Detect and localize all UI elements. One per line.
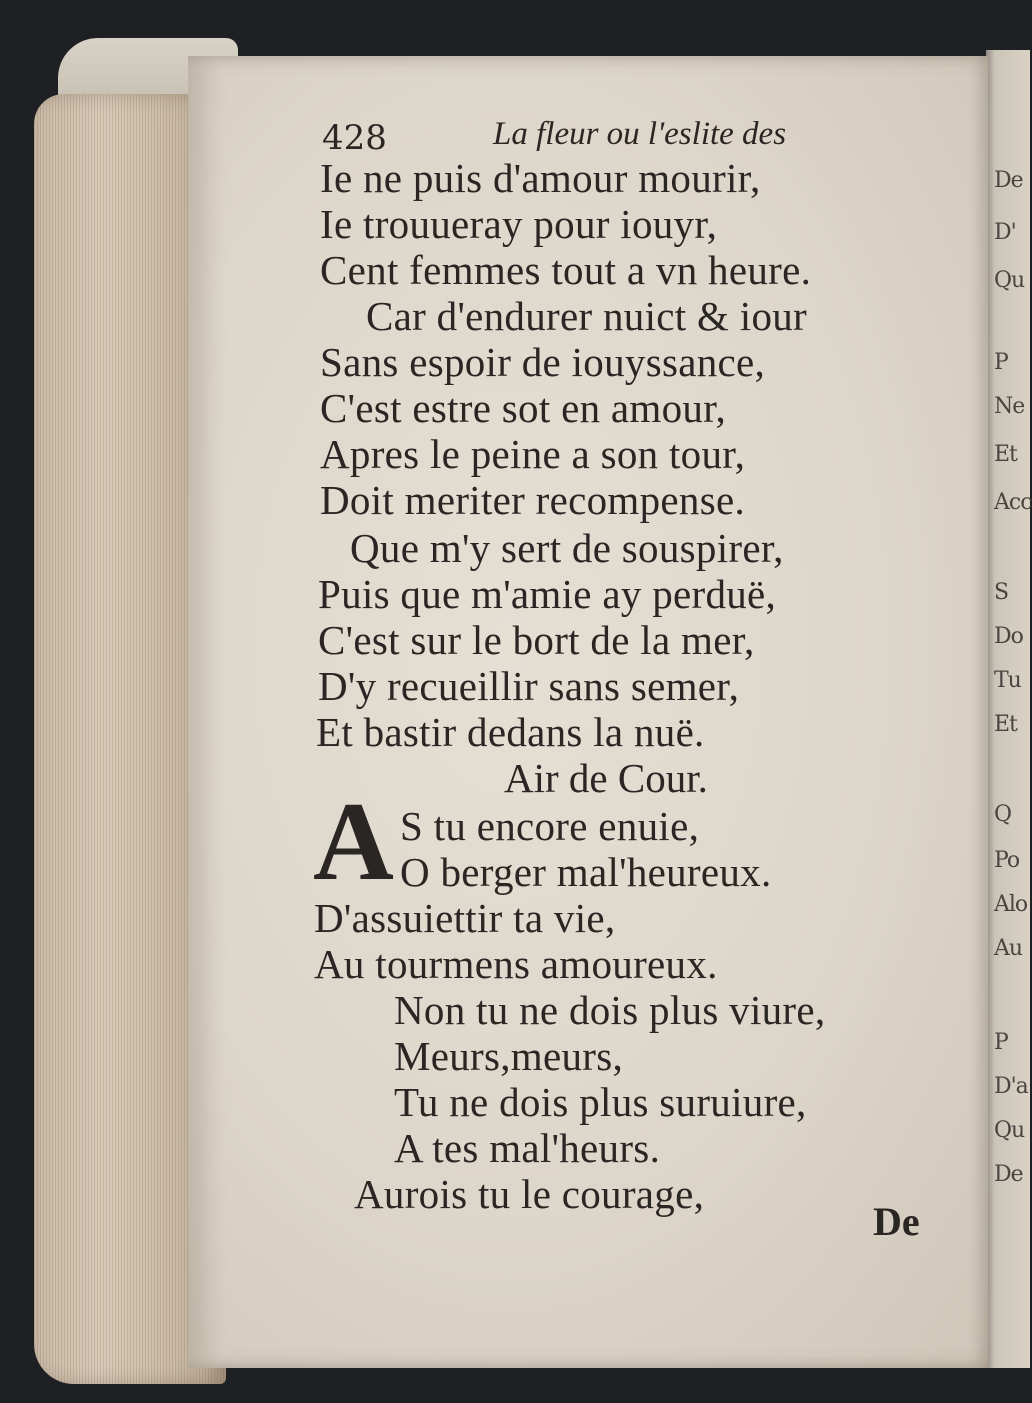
verse-line: Meurs,meurs, xyxy=(394,1033,624,1079)
verse-line: Car d'endurer nuict & iour xyxy=(366,293,808,339)
verse-line: C'est sur le bort de la mer, xyxy=(318,617,755,663)
facing-fragment: De xyxy=(994,1162,1023,1187)
facing-fragment: Ne xyxy=(994,394,1025,419)
verse-line: Apres le peine a son tour, xyxy=(320,431,746,477)
facing-fragment: Q xyxy=(994,802,1012,827)
facing-fragment: D'a xyxy=(994,1074,1028,1099)
facing-fragment: P xyxy=(994,350,1008,375)
verse-line: Sans espoir de iouyssance, xyxy=(320,339,766,385)
verse-line: Aurois tu le courage, xyxy=(354,1171,705,1217)
facing-fragment: Po xyxy=(994,848,1020,873)
facing-fragment: S xyxy=(994,580,1009,605)
facing-fragment: Tu xyxy=(994,668,1021,693)
verse-line: S tu encore enuie, xyxy=(400,803,700,849)
facing-fragment: Alo xyxy=(994,892,1028,917)
book-page xyxy=(188,56,988,1368)
verse-line: D'y recueillir sans semer, xyxy=(318,663,740,709)
verse-line: Et bastir dedans la nuë. xyxy=(316,709,705,755)
verse-line: Ie ne puis d'amour mourir, xyxy=(320,155,761,201)
facing-fragment: Au xyxy=(994,936,1023,961)
facing-fragment: Et xyxy=(994,712,1017,737)
verse-line: A tes mal'heurs. xyxy=(394,1125,661,1171)
facing-fragment: Qu xyxy=(994,1118,1025,1143)
verse-line: Tu ne dois plus suruiure, xyxy=(394,1079,807,1125)
verse-line: Non tu ne dois plus viure, xyxy=(394,987,826,1033)
verse-line: Doit meriter recompense. xyxy=(320,477,746,523)
verse-line: Cent femmes tout a vn heure. xyxy=(320,247,812,293)
verse-line: O berger mal'heureux. xyxy=(400,849,772,895)
facing-fragment: Qu xyxy=(994,268,1025,293)
page-number: 428 xyxy=(322,118,387,158)
section-title: Air de Cour. xyxy=(504,755,708,801)
open-book xyxy=(28,38,1032,1368)
drop-cap: A xyxy=(313,780,394,904)
verse-line: D'assuiettir ta vie, xyxy=(314,895,616,941)
facing-fragment: P xyxy=(994,1030,1008,1055)
verse-line: Ie trouueray pour iouyr, xyxy=(320,201,718,247)
facing-fragment: Acc xyxy=(994,490,1032,515)
page-text xyxy=(188,56,988,1368)
verse-line: C'est estre sot en amour, xyxy=(320,385,727,431)
facing-fragment: D' xyxy=(994,220,1016,245)
verse-line: Au tourmens amoureux. xyxy=(314,941,718,987)
catchword: De xyxy=(873,1199,920,1244)
verse-line: Puis que m'amie ay perduë, xyxy=(318,571,777,617)
verse-line: Que m'y sert de souspirer, xyxy=(350,525,784,571)
facing-fragment: De xyxy=(994,168,1023,193)
facing-page xyxy=(986,50,1030,1368)
facing-fragment: Et xyxy=(994,442,1017,467)
facing-fragment: Do xyxy=(994,624,1023,649)
running-title: La fleur ou l'eslite des xyxy=(493,116,787,152)
